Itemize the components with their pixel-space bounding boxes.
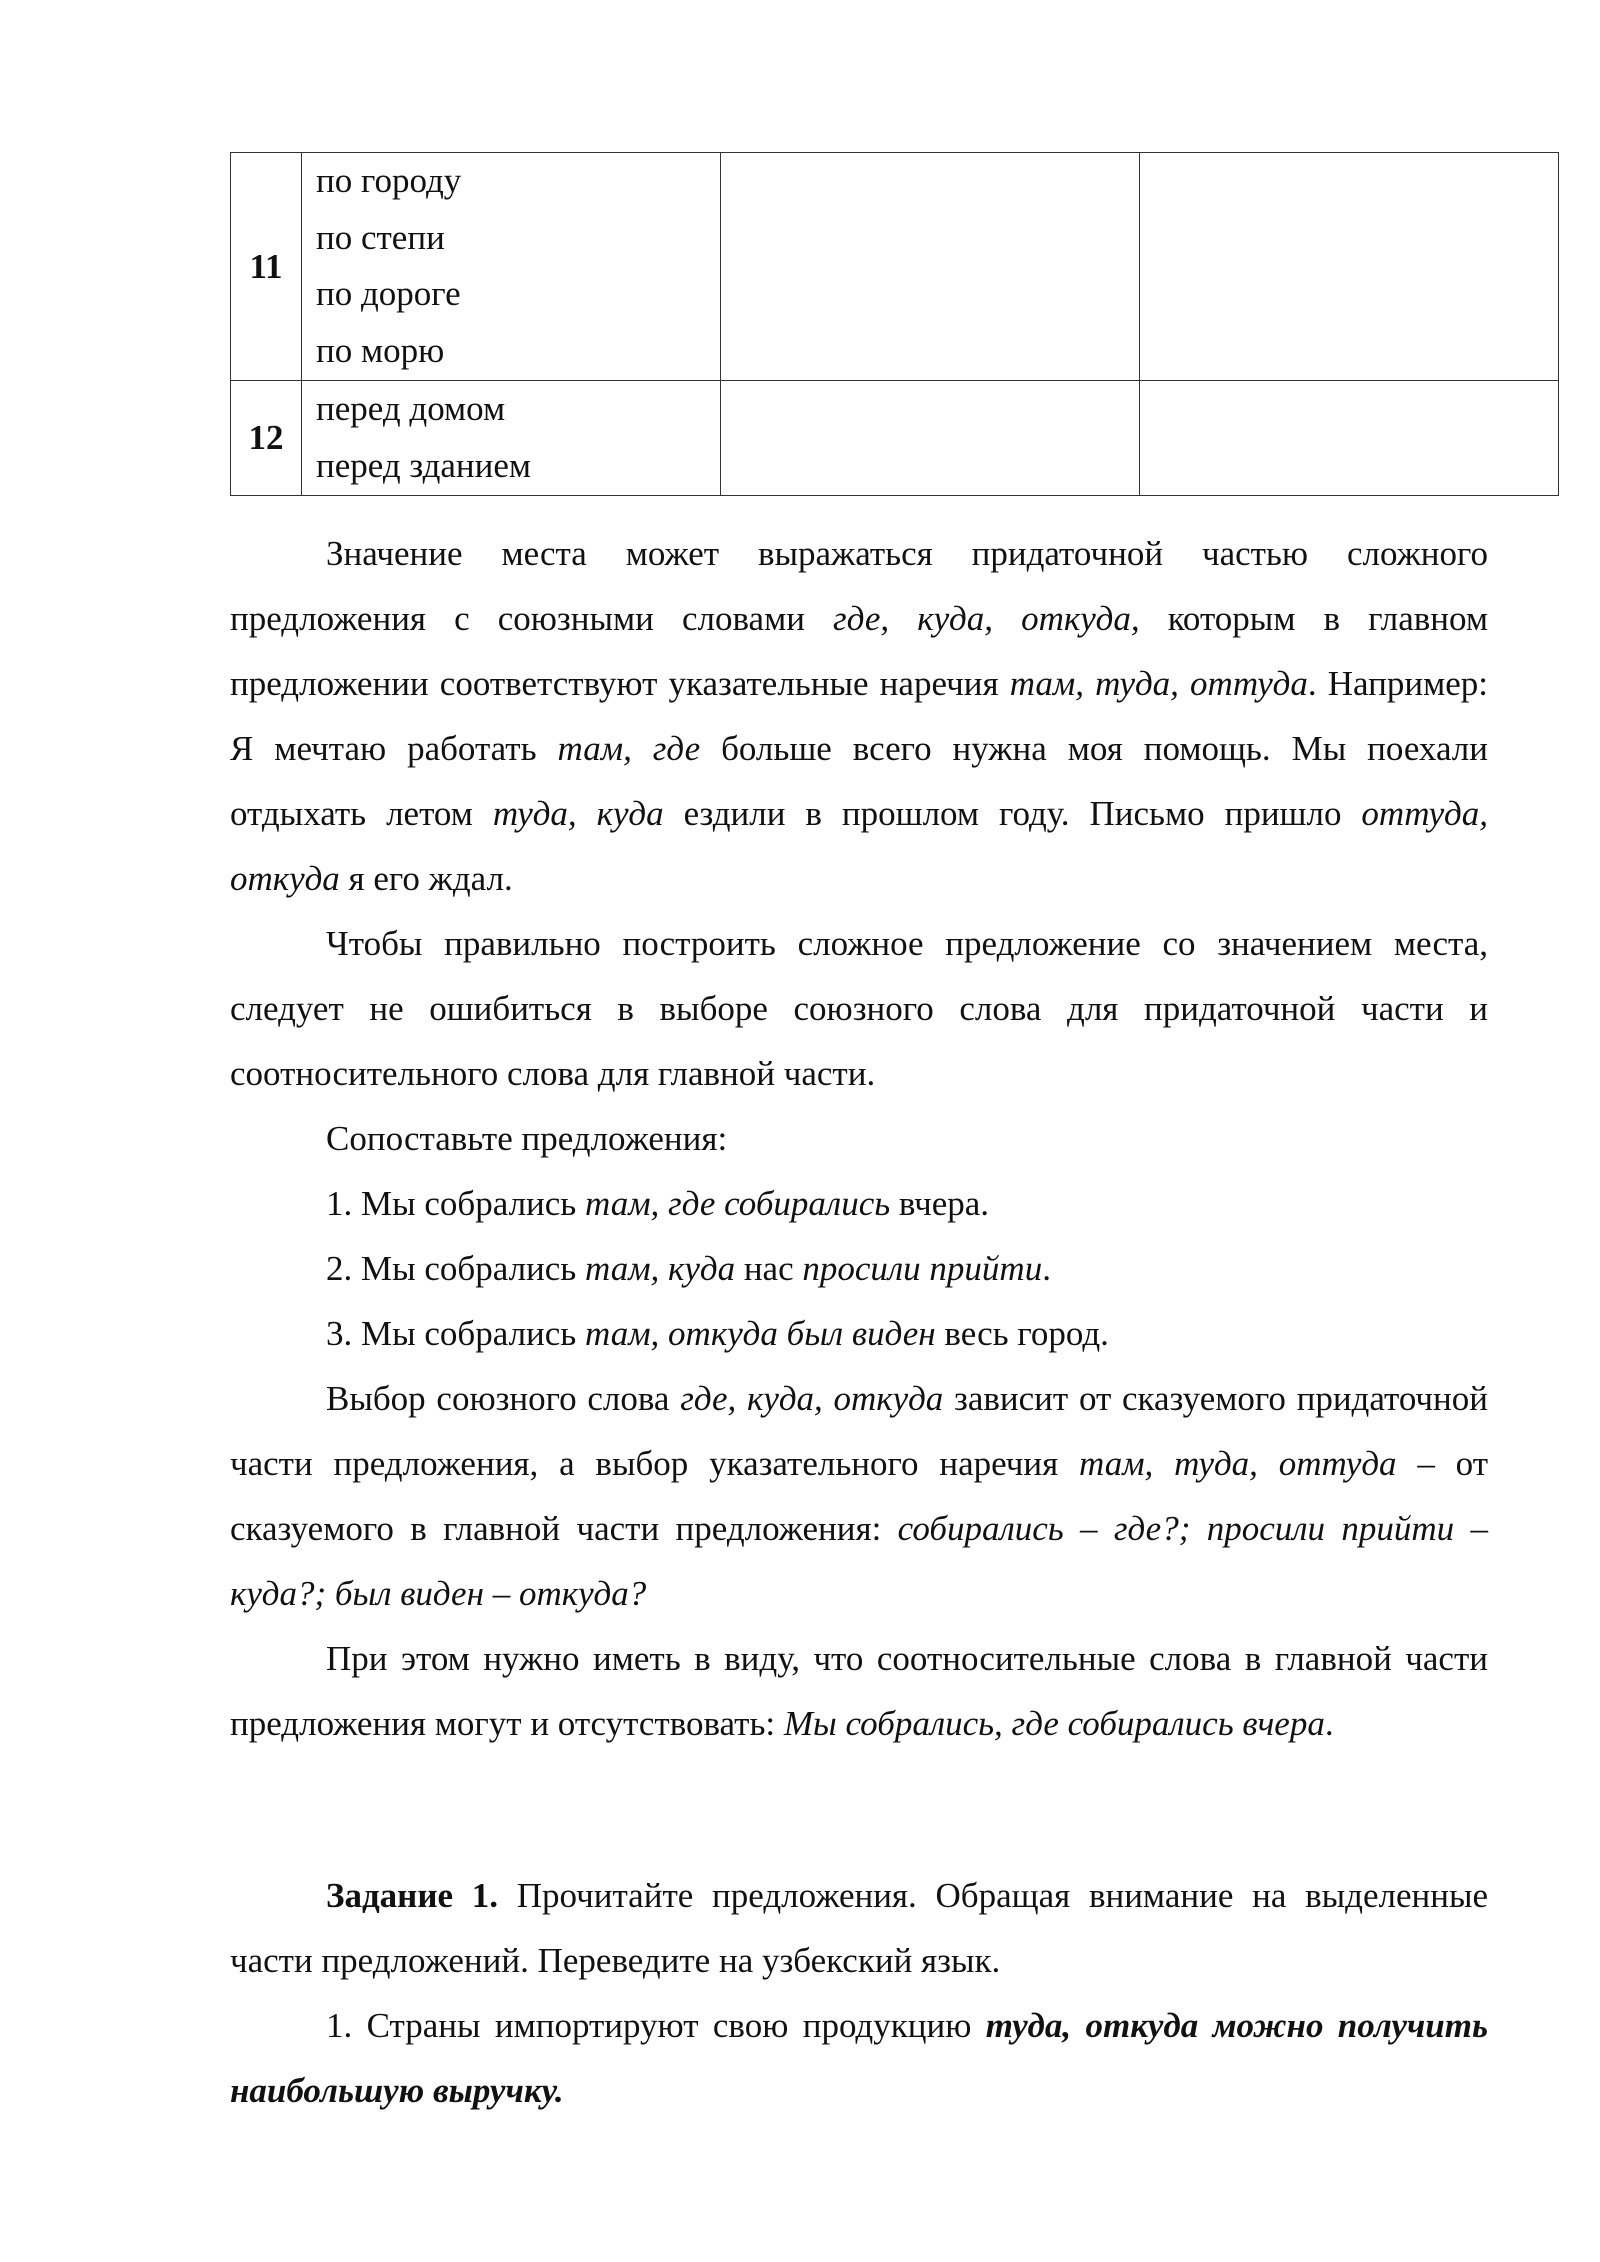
paragraph-choice	[230, 1366, 1488, 1626]
text-run: 2. Мы собрались	[326, 1249, 586, 1288]
text-run: 1. Мы собрались	[326, 1184, 586, 1223]
italic-run: там, куда	[585, 1249, 736, 1288]
italic-run: оттуда, откуда	[230, 794, 1488, 898]
italic-run: там, где	[557, 729, 701, 768]
text-run: вчера.	[890, 1184, 990, 1223]
phrase: по городу	[316, 161, 462, 200]
table-row	[231, 153, 1559, 381]
italic-run: где, куда, откуда	[680, 1379, 944, 1418]
italic-run: собирались – где?; просили прийти – куда?; был виден – откуда?	[230, 1509, 1489, 1613]
phrase: по морю	[316, 330, 445, 370]
body-text	[230, 521, 1488, 1756]
text-run: . Например: Я мечтаю работать	[230, 664, 1489, 768]
phrase: перед домом	[316, 389, 506, 428]
italic-run: туда, куда	[492, 794, 664, 833]
italic-run: там, туда, оттуда	[1079, 1444, 1397, 1483]
phrases-cell	[302, 153, 721, 381]
italic-run: Мы собрались, где собирались вчера	[783, 1704, 1325, 1743]
empty-cell	[1140, 153, 1559, 381]
phrases-table	[230, 152, 1559, 496]
paragraph-place-meaning	[230, 521, 1488, 911]
row-number: 12	[231, 381, 302, 496]
italic-run: там, откуда был виден	[585, 1314, 936, 1353]
empty-cell	[721, 153, 1140, 381]
text-run: Прочитайте предложения. Обращая внимание на выделенные части предложений. Переведите на узбекский язык.	[230, 1876, 1488, 1980]
text-run: я его ждал.	[339, 859, 513, 898]
row-number: 11	[231, 153, 302, 381]
text-run: Выбор союзного слова	[326, 1379, 681, 1418]
paragraph-note	[230, 1626, 1488, 1756]
italic-run: где, куда, откуда,	[833, 599, 1140, 638]
text-run: .	[1324, 1704, 1334, 1743]
bold-italic-run: туда, откуда можно получить наибольшую выручку.	[230, 2006, 1488, 2110]
italic-run: просили прийти	[802, 1249, 1043, 1288]
table-row	[231, 381, 1559, 496]
italic-run: там, где собирались	[585, 1184, 891, 1223]
empty-cell	[1140, 381, 1559, 496]
paragraph-compare: Сопоставьте предложения:	[326, 1119, 728, 1158]
empty-cell	[721, 381, 1140, 496]
text-run: 1. Страны импортируют свою продукцию	[326, 2006, 986, 2045]
text-run: больше всего нужна моя помощь. Мы поехали отдыхать летом	[230, 729, 1488, 833]
task-block	[230, 1863, 1488, 2123]
text-run: которым в главном предложении соответствуют указательные наречия	[230, 599, 1488, 703]
text-run: зависит от сказуемого придаточной части предложения, а выбор указательного наречия	[230, 1379, 1488, 1483]
task-heading	[230, 1863, 1488, 1993]
text-run: ездили в прошлом году. Письмо пришло	[663, 794, 1362, 833]
text-run: – от сказуемого в главной части предложения:	[230, 1444, 1488, 1548]
phrase: перед зданием	[316, 445, 532, 485]
text-run: весь город.	[935, 1314, 1109, 1353]
text-run: .	[1042, 1249, 1051, 1288]
text-run: При этом нужно иметь в виду, что соотносительные слова в главной части предложения могут и отсутствовать:	[230, 1639, 1488, 1743]
example-1	[230, 1171, 1488, 1236]
task-item-1	[230, 1993, 1488, 2123]
text-run: Значение места может выражаться придаточной частью сложного предложения с союзными словами	[230, 534, 1488, 638]
phrase: по степи	[316, 217, 445, 257]
text-run: 3. Мы собрались	[326, 1314, 586, 1353]
task-label: Задание 1.	[326, 1876, 499, 1915]
phrase: по дороге	[316, 274, 461, 313]
text-run: нас	[735, 1249, 803, 1288]
example-3	[230, 1301, 1488, 1366]
example-2	[230, 1236, 1488, 1301]
paragraph-construction: Чтобы правильно построить сложное предложение со значением места, следует не ошибиться в выборе союзного слова для придаточной части и соотносительного слова для главной части.	[230, 924, 1488, 1093]
italic-run: там, туда, оттуда	[1009, 664, 1308, 703]
phrases-cell	[302, 381, 721, 496]
